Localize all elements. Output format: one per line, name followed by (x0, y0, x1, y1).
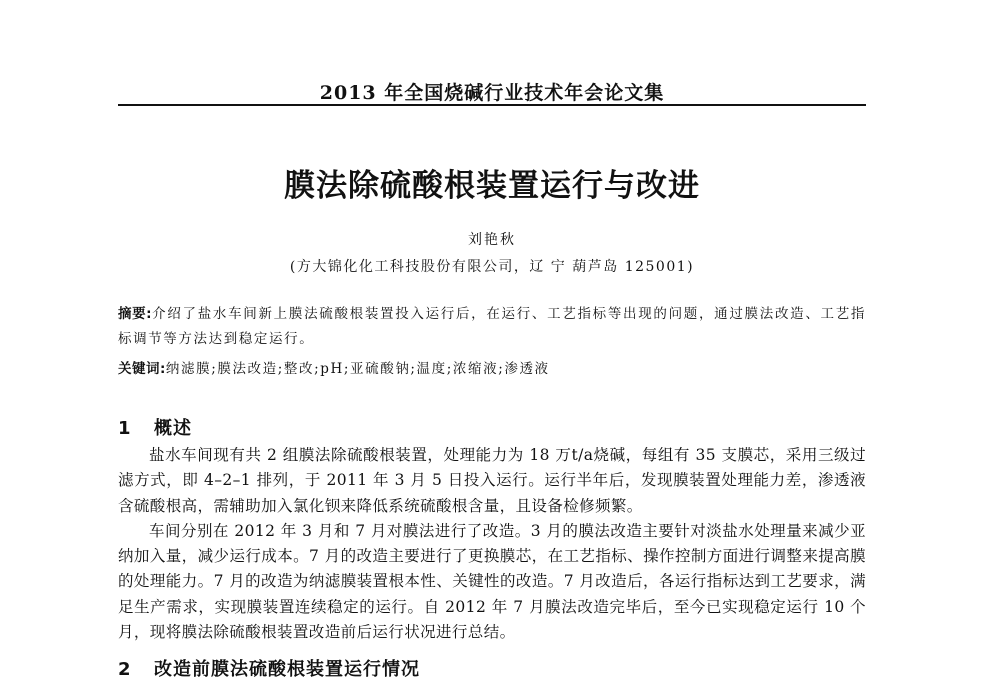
abstract (118, 302, 866, 352)
section-heading-1 (118, 414, 192, 440)
author-name: 刘艳秋 (468, 232, 516, 248)
section-1-body (118, 443, 866, 645)
section-number: 1 (118, 418, 132, 439)
section-title: 改造前膜法硫酸根装置运行情况 (154, 659, 420, 680)
abstract-text: 介绍了盐水车间新上膜法硫酸根装置投入运行后，在运行、工艺指标等出现的问题，通过膜法改造、工艺指标调节等方法达到稳定运行。 (118, 306, 866, 347)
body-paragraph: 车间分别在 2012 年 3 月和 7 月对膜法进行了改造。3 月的膜法改造主要针对淡盐水处理量来减少亚纳加入量，减少运行成本。7 月的改造主要进行了更换膜芯，在工艺指标、操作控制方面进行调整来提高膜的处理能力。7 月的改造为纳滤膜装置根本性、关键性的改造。7 月改造后，各运行指标达到工艺要求，满足生产需求，实现膜装置连续稳定的运行。自 2012 年 7 月膜法改造完毕后，至今已实现稳定运行 10 个月，现将膜法除硫酸根装置改造前后运行状况进行总结。 (118, 521, 866, 642)
paper-title: 膜法除硫酸根装置运行与改进 (284, 168, 700, 204)
running-header: 2013 年全国烧碱行业技术年会论文集 (319, 82, 665, 104)
keywords-label: 关键词: (118, 361, 166, 377)
section-heading-2 (118, 655, 420, 681)
body-paragraph: 盐水车间现有共 2 组膜法除硫酸根装置，处理能力为 18 万t/a烧碱，每组有 35 支膜芯，采用三级过滤方式，即 4–2–1 排列，于 2011 年 3 月 5 日投入运行。运行半年后，发现膜装置处理能力差，渗透液含硫酸根高，需辅助加入氯化钡来降低系统硫酸根含量，且设备检修频繁。 (118, 446, 866, 515)
header-rule (118, 104, 866, 106)
section-title: 概述 (154, 418, 192, 439)
keywords (118, 358, 866, 380)
abstract-label: 摘要: (118, 306, 153, 322)
keywords-text: 纳滤膜;膜法改造;整改;pH;亚硫酸钠;温度;浓缩液;渗透液 (165, 361, 550, 377)
author-affiliation: (方大锦化化工科技股份有限公司，辽 宁 葫芦岛 125001) (289, 259, 695, 275)
section-number: 2 (118, 659, 132, 680)
